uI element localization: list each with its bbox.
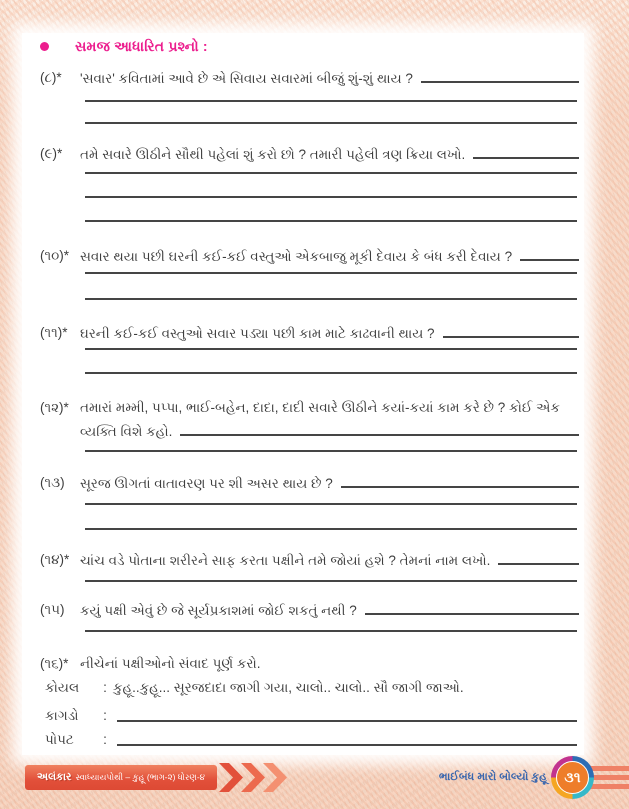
question-number: (૮)* bbox=[40, 70, 62, 85]
question-text: 'સવાર' કવિતામાં આવે છે એ સિવાય સવારમાં બીજું શું-શું થાય ? bbox=[80, 71, 413, 86]
question-row bbox=[40, 396, 579, 443]
answer-line bbox=[443, 321, 579, 338]
section-header bbox=[40, 38, 208, 55]
footer-brand: અલંકાર bbox=[37, 771, 72, 783]
page-number: ૩૧ bbox=[556, 761, 589, 794]
section-title: સમજ આધારિત પ્રશ્નો : bbox=[75, 38, 208, 54]
question-row bbox=[40, 142, 579, 166]
question-number: (૧૧)* bbox=[40, 325, 68, 340]
answer-line bbox=[117, 729, 577, 746]
question-number: (૧૨)* bbox=[40, 400, 69, 415]
question-text: તમે સવારે ઊઠીને સૌથી પહેલાં શું કરો છો ? તમારી પહેલી ત્રણ ક્રિયા લખો. bbox=[80, 147, 466, 162]
question-text: નીચેનાં પક્ષીઓનો સંવાદ પૂર્ણ કરો. bbox=[80, 656, 261, 671]
question-text: કયું પક્ષી એવું છે જે સૂર્યપ્રકાશમાં જોઈ શકતું નથી ? bbox=[80, 603, 357, 618]
answer-line bbox=[85, 100, 577, 102]
question-row bbox=[40, 471, 579, 495]
answer-line bbox=[85, 298, 577, 300]
answer-line bbox=[520, 244, 579, 261]
dialogue-text: કુહૂ..કુહૂ... સૂરજદાદા જાગી ગયા, ચાલો.. ચાલો.. સૌ જાગી જાઓ. bbox=[113, 680, 464, 695]
question-text: તમારાં મમ્મી, પપ્પા, ભાઈ-બહેન, દાદા, દાદી સવારે ઊઠીને કયાં-કયાં કામ કરે છે ? કોઈ એક વ્યક્તિ વિશે કહો. bbox=[80, 400, 560, 439]
question-number: (૧૦)* bbox=[40, 248, 69, 263]
question-number: (૧૫) bbox=[40, 602, 65, 617]
answer-line bbox=[85, 630, 577, 632]
answer-line bbox=[85, 580, 577, 582]
colon: : bbox=[103, 732, 107, 747]
dialogue-row bbox=[45, 729, 577, 751]
question-number: (૯)* bbox=[40, 146, 63, 161]
footer-series: સ્વાધ્યાયપોથી – કુહૂ (ભાગ-૨) ધોરણ-૪ bbox=[75, 772, 205, 782]
answer-line bbox=[85, 220, 577, 222]
speaker-name: પોપટ bbox=[45, 732, 74, 747]
answer-line bbox=[498, 548, 579, 565]
page-number-badge bbox=[551, 756, 594, 799]
question-number: (૧૩) bbox=[40, 475, 65, 490]
colon: : bbox=[103, 708, 107, 723]
question-row bbox=[40, 321, 579, 345]
chevrons-icon bbox=[219, 763, 293, 792]
question-text: સૂરજ ઊગતાં વાતાવરણ પર શી અસર થાય છે ? bbox=[80, 476, 333, 491]
answer-line bbox=[85, 122, 577, 124]
answer-line bbox=[117, 705, 577, 722]
question-row bbox=[40, 652, 579, 675]
question-row bbox=[40, 66, 579, 90]
question-row bbox=[40, 548, 579, 572]
answer-line bbox=[365, 598, 579, 615]
answer-line bbox=[85, 348, 577, 350]
answer-line bbox=[85, 172, 577, 174]
footer-book-band bbox=[25, 765, 217, 790]
question-text: ચાંચ વડે પોતાના શરીરને સાફ કરતા પક્ષીને તમે જોયાં હશે ? તેમનાં નામ લખો. bbox=[80, 553, 491, 568]
colon: : bbox=[103, 680, 107, 695]
question-number: (૧૬)* bbox=[40, 656, 69, 671]
speaker-name: કાગડો bbox=[45, 708, 79, 723]
answer-line bbox=[85, 528, 577, 530]
question-number: (૧૪)* bbox=[40, 552, 70, 567]
answer-line bbox=[85, 503, 577, 505]
question-row bbox=[40, 244, 579, 268]
answer-line bbox=[421, 66, 579, 83]
question-text: ઘરની કઈ-કઈ વસ્તુઓ સવાર પડ્યા પછી કામ માટે કાઢવાની થાય ? bbox=[80, 326, 435, 341]
question-row bbox=[40, 598, 579, 622]
footer-chapter-title: ભાઈબંધ મારો બોલ્યો કુહૂ bbox=[438, 771, 547, 783]
answer-line bbox=[341, 471, 579, 488]
answer-line bbox=[180, 419, 579, 436]
answer-line bbox=[473, 142, 579, 159]
answer-line bbox=[85, 450, 577, 452]
answer-line bbox=[85, 372, 577, 374]
bullet-icon bbox=[40, 42, 49, 51]
answer-line bbox=[85, 272, 577, 274]
dialogue-row bbox=[45, 705, 577, 727]
dialogue-row bbox=[45, 677, 577, 699]
speaker-name: કોયલ bbox=[45, 680, 80, 695]
question-text: સવાર થયા પછી ઘરની કઈ-કઈ વસ્તુઓ એકબાજુ મૂકી દેવાય કે બંધ કરી દેવાય ? bbox=[80, 249, 513, 264]
answer-line bbox=[85, 196, 577, 198]
